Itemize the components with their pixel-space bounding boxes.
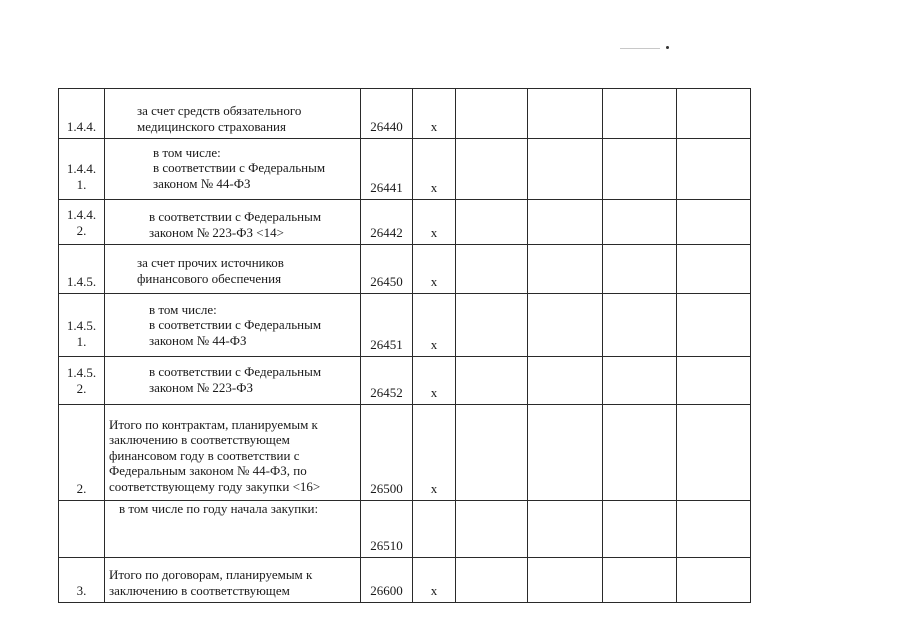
- value-cell: [603, 501, 677, 558]
- description-line: Федеральным законом № 44-ФЗ, по: [109, 463, 307, 478]
- description-line: медицинского страхования: [137, 118, 286, 134]
- value-cell: [528, 139, 603, 200]
- description-line: соответствующему году закупки <16>: [109, 478, 321, 494]
- table-row: [59, 89, 751, 139]
- description-line: в том числе:: [153, 144, 221, 160]
- description-line: Итого по контрактам, планируемым к: [109, 416, 318, 432]
- procurement-table: [58, 88, 751, 603]
- description-line: заключению в соответствующем: [109, 582, 290, 598]
- value-cell: [603, 139, 677, 200]
- value-cell: [677, 89, 751, 139]
- value-cell: [603, 294, 677, 357]
- description-line: финансового обеспечения: [137, 270, 282, 286]
- row-number: 1.4.4. 1.: [59, 139, 105, 200]
- description-line: заключению в соответствующем: [109, 432, 290, 447]
- value-cell: [603, 200, 677, 245]
- description-line: Итого по договорам, планируемым к: [109, 567, 313, 582]
- row-code: 26450: [361, 245, 413, 294]
- value-cell: [528, 294, 603, 357]
- value-cell: [528, 558, 603, 603]
- row-number: 1.4.5.: [59, 245, 105, 294]
- row-description: [105, 294, 361, 357]
- description-line: финансовом году в соответствии с: [109, 447, 300, 463]
- table-row: [59, 501, 751, 558]
- row-mark: x: [413, 245, 456, 294]
- value-cell: [456, 200, 528, 245]
- value-cell: [528, 200, 603, 245]
- row-number: 1.4.5. 2.: [59, 357, 105, 405]
- row-mark: x: [413, 558, 456, 603]
- value-cell: [528, 245, 603, 294]
- row-number: 3.: [59, 558, 105, 603]
- value-cell: [677, 357, 751, 405]
- value-cell: [456, 89, 528, 139]
- row-mark: x: [413, 139, 456, 200]
- value-cell: [528, 89, 603, 139]
- table-row: [59, 558, 751, 603]
- row-number: 2.: [59, 405, 105, 501]
- value-cell: [456, 294, 528, 357]
- row-mark: x: [413, 89, 456, 139]
- value-cell: [528, 357, 603, 405]
- value-cell: [677, 245, 751, 294]
- table-row: [59, 294, 751, 357]
- row-description: [105, 558, 361, 603]
- row-description: [105, 139, 361, 200]
- row-number: 1.4.4.: [59, 89, 105, 139]
- row-mark: [413, 501, 456, 558]
- description-line: за счет прочих источников: [137, 255, 284, 270]
- scan-artifact: [620, 48, 660, 49]
- description-line: законом № 44-ФЗ: [149, 332, 247, 348]
- value-cell: [603, 357, 677, 405]
- value-cell: [603, 245, 677, 294]
- description-line: законом № 223-ФЗ <14>: [149, 224, 284, 240]
- value-cell: [528, 405, 603, 501]
- row-description: [105, 405, 361, 501]
- row-code: 26600: [361, 558, 413, 603]
- value-cell: [456, 357, 528, 405]
- value-cell: [677, 139, 751, 200]
- description-line: в соответствии с Федеральным: [149, 364, 322, 379]
- description-line: в соответствии с Федеральным: [149, 209, 322, 224]
- row-description: [105, 89, 361, 139]
- row-number: 1.4.4. 2.: [59, 200, 105, 245]
- value-cell: [603, 558, 677, 603]
- row-code: 26500: [361, 405, 413, 501]
- row-code: 26451: [361, 294, 413, 357]
- row-mark: x: [413, 294, 456, 357]
- row-code: 26452: [361, 357, 413, 405]
- value-cell: [677, 294, 751, 357]
- row-description: [105, 357, 361, 405]
- row-mark: x: [413, 200, 456, 245]
- value-cell: [456, 245, 528, 294]
- value-cell: [528, 501, 603, 558]
- row-mark: x: [413, 357, 456, 405]
- description-line: за счет средств обязательного: [137, 103, 302, 118]
- value-cell: [677, 405, 751, 501]
- table-row: [59, 245, 751, 294]
- row-number: 1.4.5. 1.: [59, 294, 105, 357]
- description-line: в том числе:: [149, 301, 217, 317]
- description-line: в соответствии с Федеральным: [153, 160, 326, 175]
- description-line: законом № 223-ФЗ: [149, 379, 254, 395]
- value-cell: [603, 89, 677, 139]
- value-cell: [456, 501, 528, 558]
- table-row: [59, 357, 751, 405]
- value-cell: [677, 200, 751, 245]
- row-description: [105, 200, 361, 245]
- row-code: 26510: [361, 501, 413, 558]
- row-number: [59, 501, 105, 558]
- description-line: в том числе по году начала закупки:: [119, 501, 319, 516]
- row-description: [105, 501, 361, 558]
- scan-artifact: [666, 46, 669, 49]
- description-line: законом № 44-ФЗ: [153, 175, 251, 191]
- table-row: [59, 405, 751, 501]
- value-cell: [456, 139, 528, 200]
- value-cell: [677, 501, 751, 558]
- value-cell: [456, 405, 528, 501]
- row-code: 26442: [361, 200, 413, 245]
- row-code: 26440: [361, 89, 413, 139]
- value-cell: [603, 405, 677, 501]
- table-row: [59, 139, 751, 200]
- description-line: в соответствии с Федеральным: [149, 317, 322, 332]
- row-mark: x: [413, 405, 456, 501]
- table-row: [59, 200, 751, 245]
- value-cell: [677, 558, 751, 603]
- row-description: [105, 245, 361, 294]
- row-code: 26441: [361, 139, 413, 200]
- value-cell: [456, 558, 528, 603]
